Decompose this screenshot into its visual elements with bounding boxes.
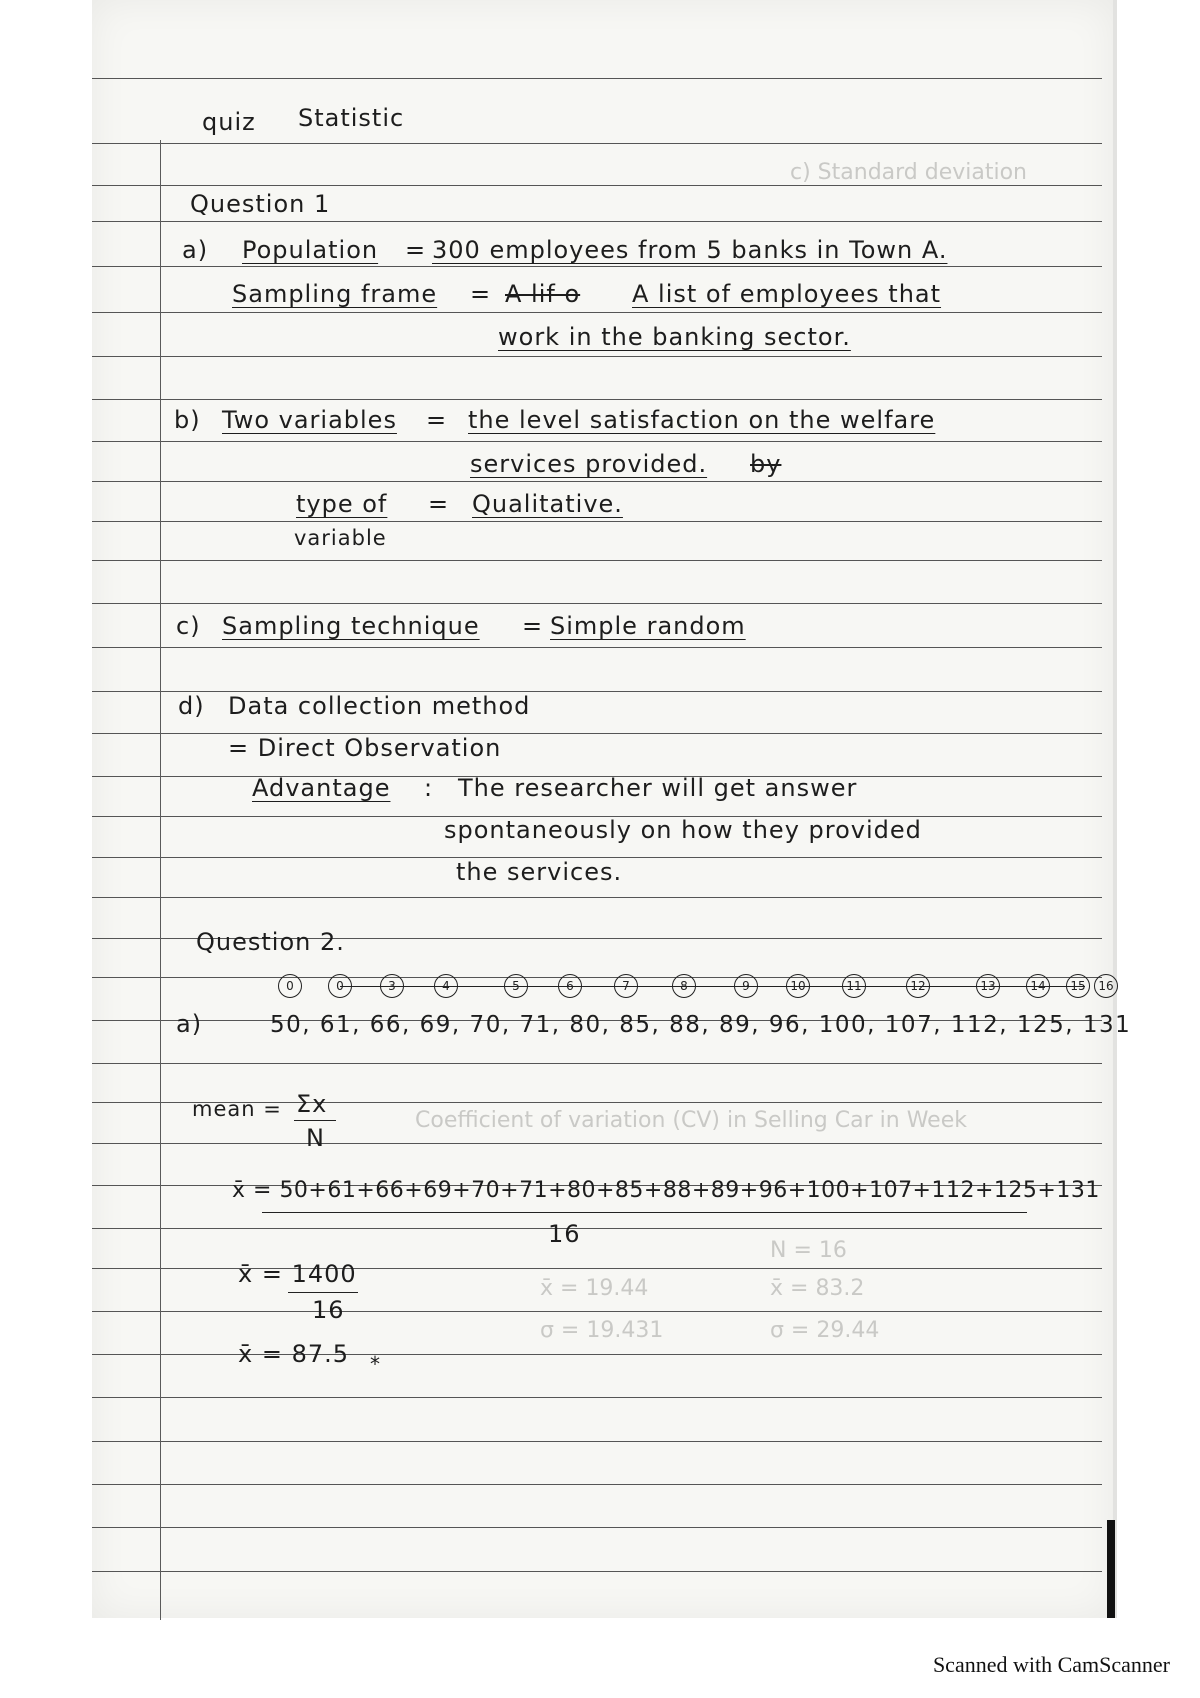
mean-formula-numerator: Σx: [296, 1090, 328, 1118]
ghost-text: c) Standard deviation: [790, 160, 1028, 185]
ghost-text: σ = 29.44: [770, 1318, 880, 1343]
sampling-frame-label: Sampling frame: [232, 280, 438, 308]
rank-label: 12: [906, 974, 930, 998]
sampling-technique-eq: =: [522, 612, 544, 640]
two-variables-value-line1: the level satisfaction on the welfare: [468, 406, 936, 434]
result-mark: *: [370, 1352, 381, 1376]
xbar-sum-denominator: 16: [548, 1220, 581, 1248]
q2-a-marker: a): [176, 1010, 203, 1038]
type-of-variable-label-line2: variable: [294, 526, 387, 550]
margin-line: [160, 140, 161, 1620]
type-of-variable-value: Qualitative.: [472, 490, 623, 518]
two-variables-value-line2: services provided.: [470, 450, 708, 478]
xbar-total-numerator: x̄ = 1400: [238, 1260, 357, 1288]
population-eq: =: [405, 236, 427, 264]
advantage-label: Advantage: [252, 774, 391, 802]
ghost-text: N = 16: [770, 1238, 847, 1263]
population-label: Population: [242, 236, 379, 264]
rank-label: 7: [614, 974, 638, 998]
data-collection-label: Data collection method: [228, 692, 531, 720]
sampling-technique-label: Sampling technique: [222, 612, 480, 640]
ghost-text: σ = 19.431: [540, 1318, 664, 1343]
ghost-text: Coefficient of variation (CV) in Selling Car in Week: [415, 1108, 967, 1133]
rank-label: 6: [558, 974, 582, 998]
advantage-text-line1: The researcher will get answer: [458, 774, 858, 802]
xbar-sum-fraction-bar: [262, 1212, 1027, 1213]
rank-label: 10: [786, 974, 810, 998]
rank-label: 3: [380, 974, 404, 998]
rank-label: 14: [1026, 974, 1050, 998]
advantage-text-line3: the services.: [456, 858, 623, 886]
mean-formula-fraction-bar: [294, 1120, 336, 1121]
sampling-frame-eq: =: [470, 280, 492, 308]
data-values: 50, 61, 66, 69, 70, 71, 80, 85, 88, 89, 96, 100, 107, 112, 125, 131: [270, 1012, 1132, 1038]
mean-formula-denominator: N: [306, 1124, 325, 1152]
rank-label: 8: [672, 974, 696, 998]
xbar-sum-numerator: x̄ = 50+61+66+69+70+71+80+85+88+89+96+100+107+112+125+131: [232, 1178, 1100, 1203]
two-variables-eq: =: [426, 406, 448, 434]
q1-d-marker: d): [178, 692, 205, 720]
rank-labels: [258, 974, 1118, 1002]
ghost-text: x̄ = 19.44: [540, 1276, 649, 1301]
two-variables-crossed-out: by: [750, 450, 782, 478]
question-2-heading: Question 2.: [196, 928, 345, 956]
scanner-watermark: Scanned with CamScanner: [932, 1652, 1170, 1677]
subject-title: Statistic: [298, 104, 405, 132]
rank-label: 13: [976, 974, 1000, 998]
rank-label: 11: [842, 974, 866, 998]
sampling-frame-crossed-out: A lif o: [505, 280, 581, 308]
q1-b-marker: b): [174, 406, 201, 434]
rank-label: 4: [434, 974, 458, 998]
type-of-variable-eq: =: [428, 490, 450, 518]
xbar-result: x̄ = 87.5: [238, 1340, 350, 1368]
population-value: 300 employees from 5 banks in Town A.: [432, 236, 948, 264]
data-collection-method: = Direct Observation: [228, 734, 502, 762]
rank-label: 16: [1094, 974, 1118, 998]
q1-c-marker: c): [176, 612, 201, 640]
sampling-frame-value-line1: A list of employees that: [632, 280, 942, 308]
rank-label: 9: [734, 974, 758, 998]
rank-label: 0: [328, 974, 352, 998]
rank-label: 5: [504, 974, 528, 998]
ghost-text: x̄ = 83.2: [770, 1276, 865, 1301]
sampling-frame-value-line2: work in the banking sector.: [498, 323, 851, 351]
two-variables-label: Two variables: [222, 406, 397, 434]
page-binding-shadow: [1107, 1520, 1115, 1618]
advantage-text-line2: spontaneously on how they provided: [444, 816, 922, 844]
xbar-total-denominator: 16: [312, 1296, 345, 1324]
mean-label: mean =: [192, 1097, 282, 1121]
quiz-label: quiz: [202, 108, 256, 136]
rank-label: 15: [1066, 974, 1090, 998]
rank-label: 0: [278, 974, 302, 998]
question-1-heading: Question 1: [190, 190, 331, 218]
sampling-technique-value: Simple random: [550, 612, 746, 640]
advantage-colon: :: [424, 774, 434, 802]
rank-strike-line: [340, 986, 1085, 987]
q1-a-marker: a): [182, 236, 209, 264]
type-of-variable-label-line1: type of: [296, 490, 388, 518]
xbar-total-fraction-bar: [288, 1292, 358, 1293]
page-edge: [1113, 0, 1117, 1618]
